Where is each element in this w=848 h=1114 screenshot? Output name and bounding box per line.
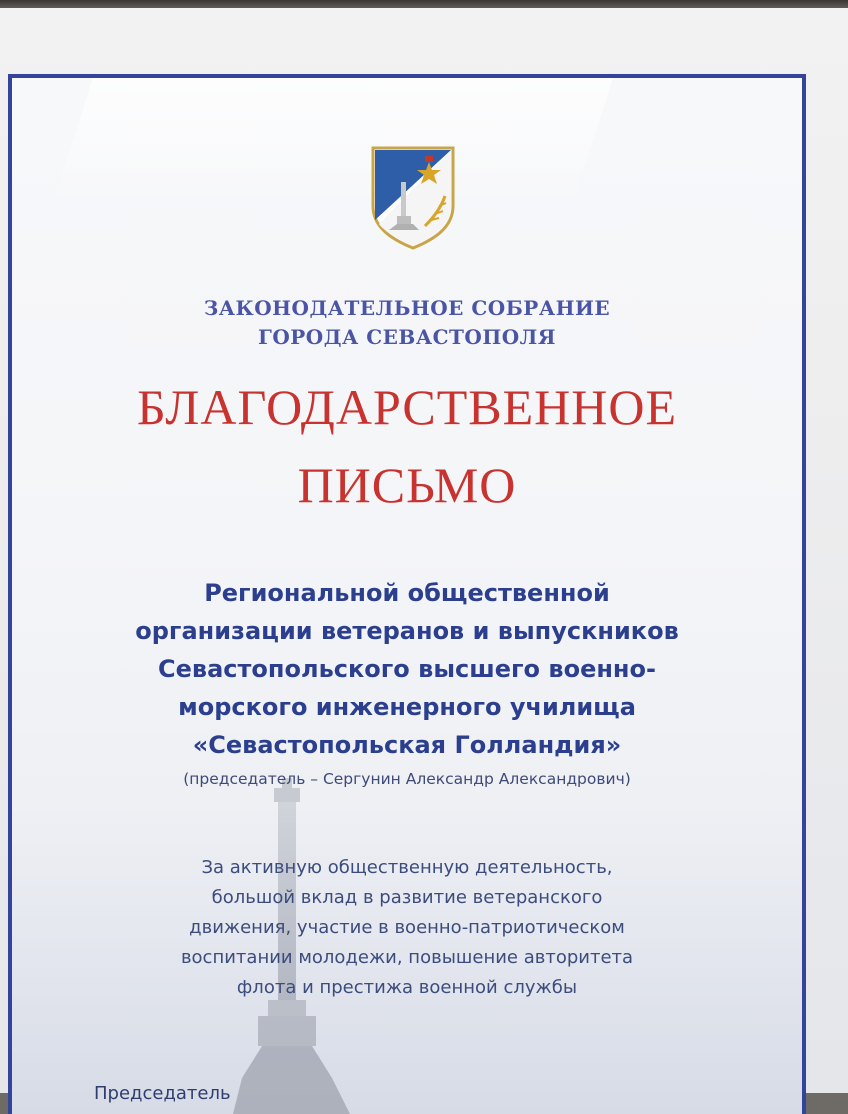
org-name-line-2: ГОРОДА СЕВАСТОПОЛЯ (258, 325, 556, 349)
reason-line: За активную общественную деятельность, (201, 857, 613, 878)
glass-reflection (51, 78, 613, 208)
chairman-note: (председатель – Сергунин Александр Александрович) (183, 770, 631, 788)
reason-line: воспитании молодежи, повышение авторитета (180, 947, 634, 968)
org-name-line-1: ЗАКОНОДАТЕЛЬНОЕ СОБРАНИЕ (203, 296, 611, 320)
certificate-sheet (8, 74, 806, 1114)
recipient-line: Региональной общественной (204, 579, 610, 607)
document-title-line-1: БЛАГОДАРСТВЕННОЕ (136, 379, 678, 435)
recipient-line: «Севастопольская Голландия» (192, 731, 622, 759)
coat-of-arms-icon (367, 142, 459, 250)
reason-line: флота и престижа военной службы (236, 977, 578, 998)
document-title-line-2: ПИСЬМО (297, 457, 517, 513)
recipient-block (12, 574, 802, 764)
recipient-line: морского инженерного училища (178, 693, 636, 721)
reason-line: большой вклад в развитие ветеранского (211, 887, 603, 908)
recipient-line: организации ветеранов и выпускников (135, 617, 679, 645)
reason-line: движения, участие в военно-патриотическом (189, 917, 625, 938)
recipient-line: Севастопольского высшего военно- (158, 655, 656, 683)
reason-block (12, 853, 802, 1003)
signature-label: Председатель (94, 1083, 231, 1104)
frame-mat (0, 8, 848, 1104)
